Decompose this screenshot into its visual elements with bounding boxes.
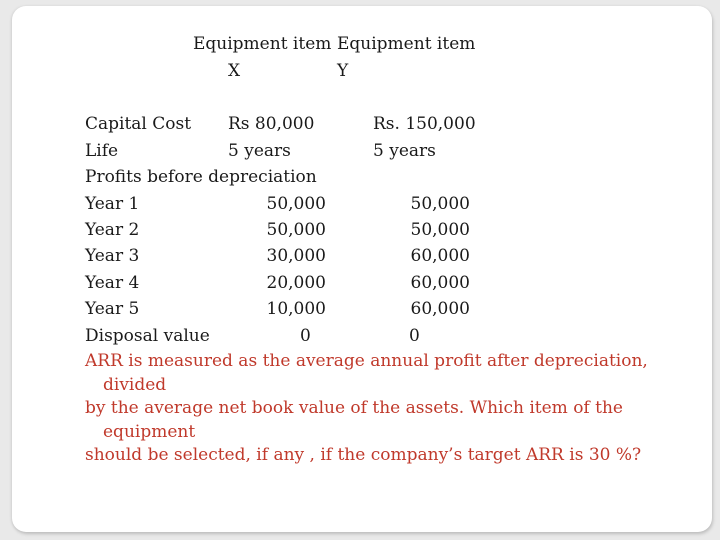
year-4-y-value: 60,000 bbox=[410, 273, 470, 293]
year-1-y-value: 50,000 bbox=[410, 194, 470, 214]
year-2-x-value: 50,000 bbox=[266, 220, 326, 240]
row-label-year-5: Year 5 bbox=[85, 299, 140, 319]
life-y-value: 5 years bbox=[373, 141, 436, 161]
row-label-year-2: Year 2 bbox=[85, 220, 140, 240]
column-header-x-title: Equipment item bbox=[193, 34, 332, 54]
column-header-y-letter: Y bbox=[337, 61, 349, 81]
disposal-x-value: 0 bbox=[300, 326, 311, 346]
question-line-3: by the average net book value of the assets. Which item of the bbox=[85, 398, 623, 418]
year-5-y-value: 60,000 bbox=[410, 299, 470, 319]
row-label-year-4: Year 4 bbox=[85, 273, 140, 293]
life-x-value: 5 years bbox=[228, 141, 291, 161]
year-5-x-value: 10,000 bbox=[266, 299, 326, 319]
year-4-x-value: 20,000 bbox=[266, 273, 326, 293]
question-line-2: divided bbox=[103, 374, 167, 395]
column-header-x-letter: X bbox=[228, 61, 241, 81]
column-header-y-title: Equipment item bbox=[337, 34, 476, 54]
row-label-profits-before-depreciation: Profits before depreciation bbox=[85, 167, 317, 187]
row-label-capital-cost: Capital Cost bbox=[85, 114, 192, 134]
disposal-y-value: 0 bbox=[409, 326, 420, 346]
row-label-disposal-value: Disposal value bbox=[85, 326, 210, 346]
year-1-x-value: 50,000 bbox=[266, 194, 326, 214]
capital-cost-y-value: Rs. 150,000 bbox=[373, 114, 476, 134]
year-2-y-value: 50,000 bbox=[410, 220, 470, 240]
question-line-1: ARR is measured as the average annual profit after depreciation, bbox=[85, 351, 648, 371]
year-3-y-value: 60,000 bbox=[410, 246, 470, 266]
row-label-year-1: Year 1 bbox=[85, 194, 140, 214]
row-label-year-3: Year 3 bbox=[85, 246, 140, 266]
row-label-life: Life bbox=[85, 141, 119, 161]
question-paragraph bbox=[85, 350, 675, 468]
question-line-5: should be selected, if any , if the company’s target ARR is 30 %? bbox=[85, 445, 642, 465]
year-3-x-value: 30,000 bbox=[266, 246, 326, 266]
question-line-4: equipment bbox=[103, 421, 196, 442]
capital-cost-x-value: Rs 80,000 bbox=[228, 114, 315, 134]
